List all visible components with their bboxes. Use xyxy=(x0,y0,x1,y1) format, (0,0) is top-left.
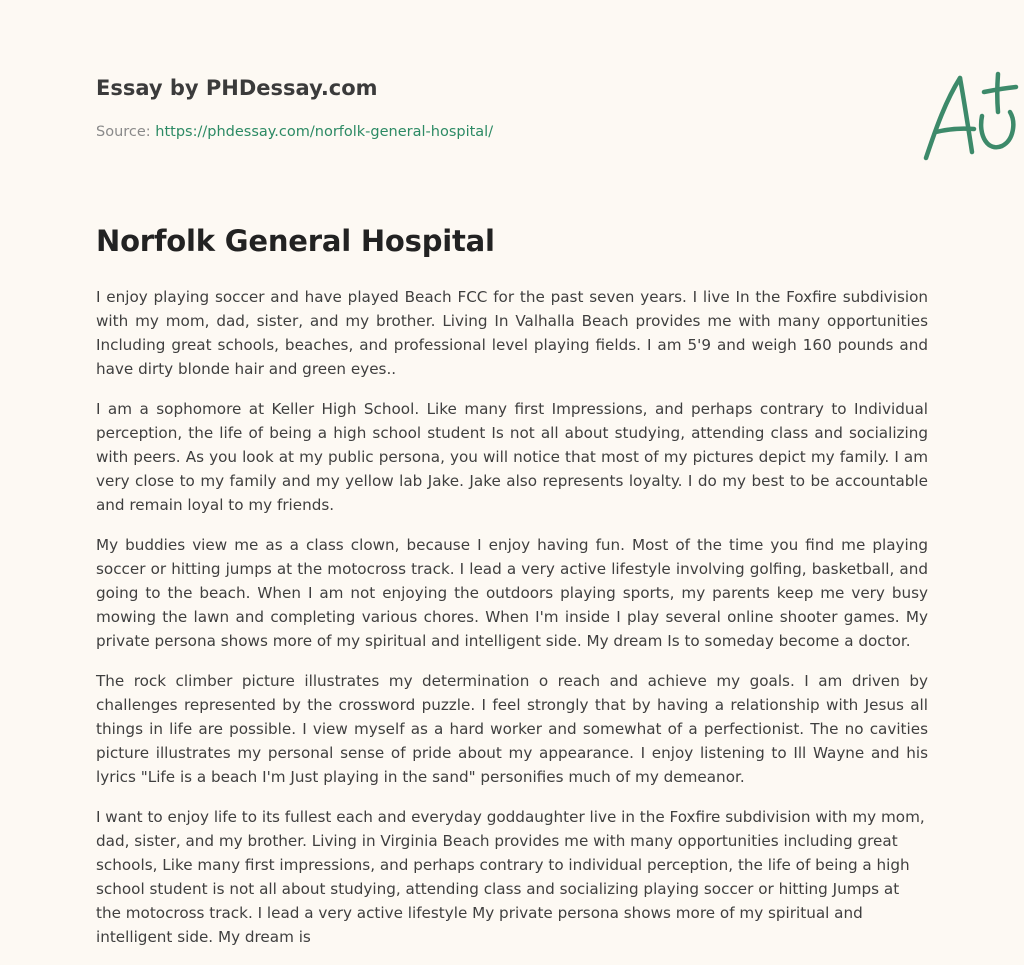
essay-paragraph: I enjoy playing soccer and have played Beach FCC for the past seven years. I live In the Foxfire subdivision with my mom, dad, sister, and my brother. Living In Valhalla Beach provides me with many opportunities Including great schools, beaches, and professional level playing fields. I am 5'9 and weigh 160 pounds and have dirty blonde hair and green eyes.. xyxy=(96,288,928,378)
essay-title: Norfolk General Hospital xyxy=(96,224,495,258)
essay-body xyxy=(96,285,928,965)
source-label: Source: xyxy=(96,124,156,140)
a-plus-logo-graphic xyxy=(918,66,1024,166)
source-line xyxy=(96,124,493,140)
source-link[interactable]: https://phdessay.com/norfolk-general-hospital/ xyxy=(155,124,494,140)
a-plus-logo-icon xyxy=(918,66,1024,166)
essay-paragraph: My buddies view me as a class clown, because I enjoy having fun. Most of the time you find me playing soccer or hitting jumps at the motocross track. I lead a very active lifestyle involving golfing, basketball, and going to the beach. When I am not enjoying the outdoors playing sports, my parents keep me very busy mowing the lawn and completing various chores. When I'm inside I play several online shooter games. My private persona shows more of my spiritual and intelligent side. My dream Is to someday become a doctor. xyxy=(96,536,928,650)
essay-paragraph: I want to enjoy life to its fullest each and everyday goddaughter live in the Foxfire subdivision with my mom, dad, sister, and my brother. Living in Virginia Beach provides me with many opportunities including great schools, Like many first impressions, and perhaps contrary to individual perception, the life of being a high school student is not all about studying, attending class and socializing playing soccer or hitting Jumps at the motocross track. I lead a very active lifestyle My private persona shows more of my spiritual and intelligent side. My dream is xyxy=(96,808,925,946)
essay-paragraph: I am a sophomore at Keller High School. Like many first Impressions, and perhaps contrary to Individual perception, the life of being a high school student Is not all about studying, attending class and socializing with peers. As you look at my public persona, you will notice that most of my pictures depict my family. I am very close to my family and my yellow lab Jake. Jake also represents loyalty. I do my best to be accountable and remain loyal to my friends. xyxy=(96,400,928,514)
essay-paragraph: The rock climber picture illustrates my determination o reach and achieve my goals. I am driven by challenges represented by the crossword puzzle. I feel strongly that by having a relationship with Jesus all things in life are possible. I view myself as a hard worker and somewhat of a perfectionist. The no cavities picture illustrates my personal sense of pride about my appearance. I enjoy listening to Ill Wayne and his lyrics "Life is a beach I'm Just playing in the sand" personifies much of my demeanor. xyxy=(96,672,928,786)
brand-heading: Essay by PHDessay.com xyxy=(96,76,378,100)
